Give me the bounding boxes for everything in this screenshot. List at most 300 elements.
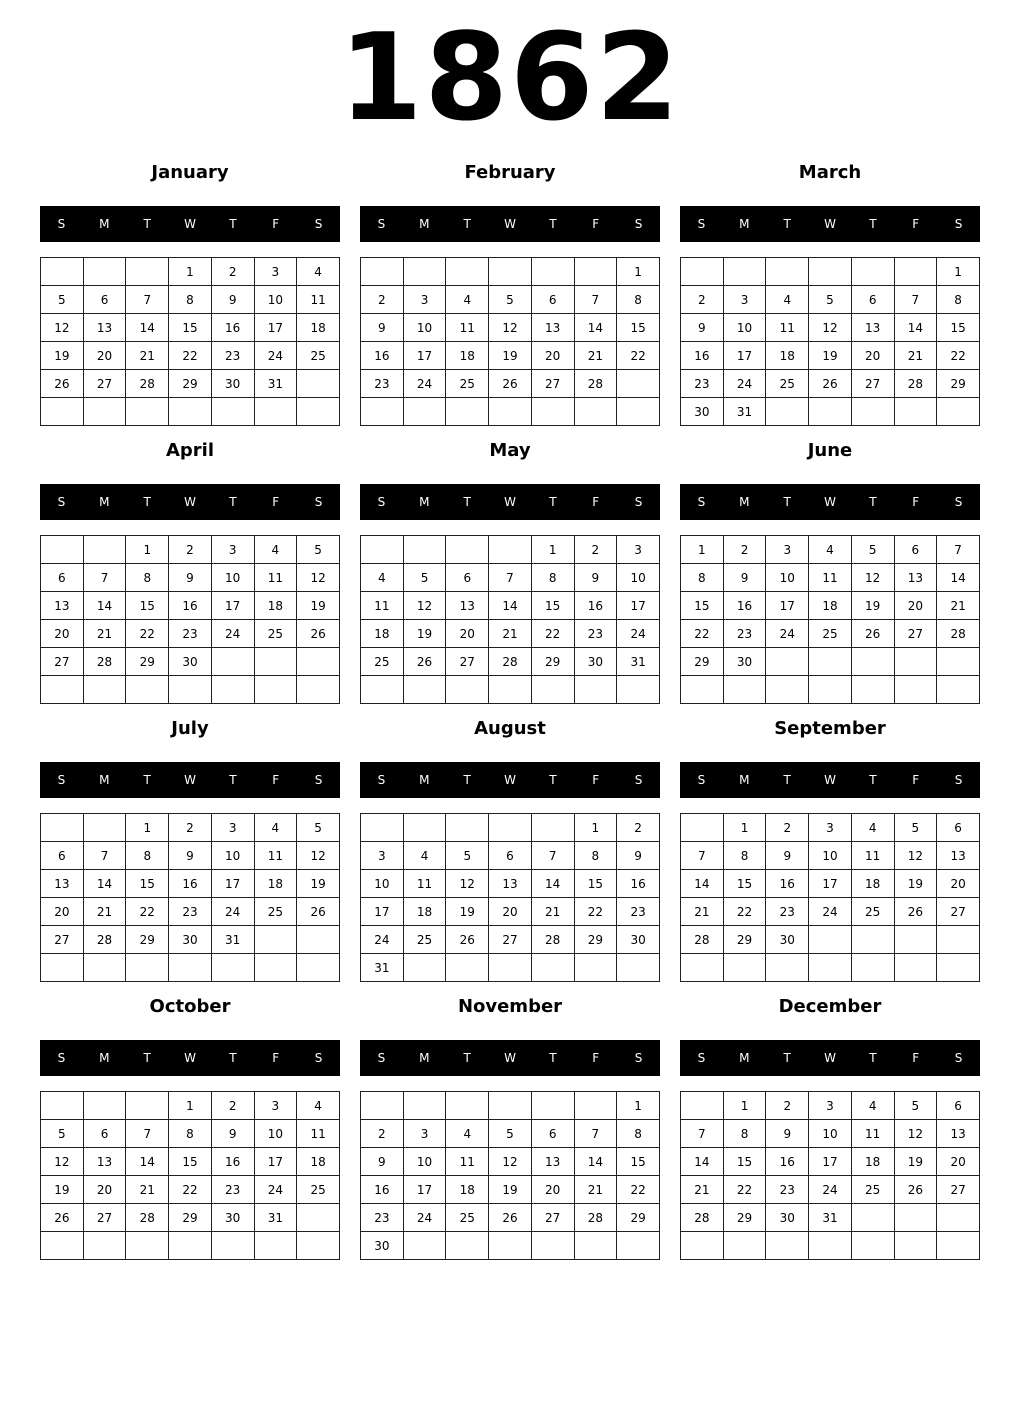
day-cell bbox=[83, 1092, 126, 1120]
day-cell: 18 bbox=[254, 592, 297, 620]
day-cell bbox=[361, 814, 404, 842]
month-name: September bbox=[774, 718, 886, 739]
day-cell bbox=[254, 926, 297, 954]
day-cell: 1 bbox=[169, 1092, 212, 1120]
day-cell: 7 bbox=[83, 564, 126, 592]
day-cell bbox=[41, 258, 84, 286]
day-cell: 2 bbox=[211, 258, 254, 286]
day-cell: 25 bbox=[297, 1176, 340, 1204]
day-cell bbox=[489, 954, 532, 982]
day-cell bbox=[361, 676, 404, 704]
month-name: November bbox=[457, 996, 563, 1017]
day-cell: 18 bbox=[446, 1176, 489, 1204]
weekday-label: W bbox=[824, 773, 836, 787]
weekday-header bbox=[680, 1040, 980, 1076]
day-cell: 18 bbox=[297, 314, 340, 342]
day-cell: 9 bbox=[766, 842, 809, 870]
day-cell: 14 bbox=[574, 314, 617, 342]
day-cell: 11 bbox=[254, 564, 297, 592]
day-cell: 21 bbox=[531, 898, 574, 926]
weekday-label: S bbox=[634, 217, 643, 231]
weekday-label: F bbox=[912, 1051, 920, 1065]
day-cell: 19 bbox=[894, 870, 937, 898]
day-cell: 2 bbox=[211, 1092, 254, 1120]
week-row bbox=[361, 342, 660, 370]
day-cell bbox=[361, 1092, 404, 1120]
day-cell: 3 bbox=[211, 536, 254, 564]
day-cell: 4 bbox=[446, 1120, 489, 1148]
day-cell: 18 bbox=[361, 620, 404, 648]
weekday-label: T bbox=[229, 217, 237, 231]
day-cell: 9 bbox=[169, 842, 212, 870]
day-cell: 29 bbox=[531, 648, 574, 676]
week-row bbox=[681, 676, 980, 704]
day-cell bbox=[531, 1092, 574, 1120]
day-grid bbox=[360, 813, 660, 982]
week-row bbox=[361, 814, 660, 842]
day-cell: 17 bbox=[254, 1148, 297, 1176]
day-cell: 2 bbox=[617, 814, 660, 842]
week-row bbox=[361, 592, 660, 620]
day-cell: 24 bbox=[809, 898, 852, 926]
day-cell bbox=[809, 676, 852, 704]
week-row bbox=[41, 592, 340, 620]
day-cell bbox=[41, 398, 84, 426]
day-cell bbox=[617, 676, 660, 704]
day-cell bbox=[41, 1092, 84, 1120]
weekday-label: T bbox=[783, 217, 791, 231]
day-cell: 5 bbox=[297, 536, 340, 564]
day-cell: 27 bbox=[446, 648, 489, 676]
day-cell: 11 bbox=[297, 286, 340, 314]
day-cell bbox=[617, 398, 660, 426]
day-cell: 23 bbox=[169, 898, 212, 926]
day-cell: 10 bbox=[403, 1148, 446, 1176]
weekday-label: S bbox=[634, 773, 643, 787]
day-cell bbox=[41, 676, 84, 704]
day-cell: 28 bbox=[126, 370, 169, 398]
weekday-label: W bbox=[504, 495, 516, 509]
day-cell bbox=[297, 1232, 340, 1260]
day-cell: 4 bbox=[851, 814, 894, 842]
weekday-label: T bbox=[869, 773, 877, 787]
day-cell: 3 bbox=[809, 1092, 852, 1120]
week-row bbox=[41, 898, 340, 926]
day-cell: 25 bbox=[361, 648, 404, 676]
week-row bbox=[361, 898, 660, 926]
day-cell: 3 bbox=[254, 258, 297, 286]
day-cell: 5 bbox=[446, 842, 489, 870]
day-cell: 9 bbox=[681, 314, 724, 342]
weekday-label: T bbox=[549, 217, 557, 231]
day-cell: 22 bbox=[574, 898, 617, 926]
day-cell: 31 bbox=[617, 648, 660, 676]
day-cell: 6 bbox=[851, 286, 894, 314]
weekday-label: T bbox=[783, 1051, 791, 1065]
day-cell: 21 bbox=[681, 898, 724, 926]
day-cell: 28 bbox=[574, 1204, 617, 1232]
week-row bbox=[681, 954, 980, 982]
day-cell bbox=[723, 1232, 766, 1260]
day-cell: 7 bbox=[126, 1120, 169, 1148]
day-cell bbox=[126, 398, 169, 426]
day-cell: 19 bbox=[851, 592, 894, 620]
day-cell: 31 bbox=[361, 954, 404, 982]
day-cell: 24 bbox=[254, 342, 297, 370]
weekday-label: T bbox=[143, 495, 151, 509]
week-row bbox=[681, 564, 980, 592]
day-cell: 26 bbox=[446, 926, 489, 954]
day-cell: 3 bbox=[809, 814, 852, 842]
day-cell: 25 bbox=[851, 898, 894, 926]
week-row bbox=[41, 258, 340, 286]
day-cell: 31 bbox=[809, 1204, 852, 1232]
week-row bbox=[681, 314, 980, 342]
weekday-label: T bbox=[143, 773, 151, 787]
day-cell bbox=[211, 648, 254, 676]
day-cell: 10 bbox=[809, 842, 852, 870]
day-cell: 5 bbox=[41, 286, 84, 314]
day-cell: 16 bbox=[361, 342, 404, 370]
day-cell bbox=[851, 954, 894, 982]
day-cell bbox=[446, 258, 489, 286]
day-cell: 28 bbox=[83, 648, 126, 676]
day-cell: 23 bbox=[211, 342, 254, 370]
day-cell: 16 bbox=[766, 870, 809, 898]
day-cell: 3 bbox=[211, 814, 254, 842]
day-cell: 2 bbox=[361, 1120, 404, 1148]
day-cell: 29 bbox=[126, 926, 169, 954]
day-cell: 21 bbox=[126, 1176, 169, 1204]
weekday-label: W bbox=[184, 217, 196, 231]
day-cell bbox=[254, 398, 297, 426]
weekday-label: M bbox=[739, 773, 750, 787]
day-cell: 15 bbox=[169, 314, 212, 342]
day-cell: 26 bbox=[41, 370, 84, 398]
day-cell: 16 bbox=[723, 592, 766, 620]
day-cell bbox=[446, 1232, 489, 1260]
day-cell: 26 bbox=[489, 370, 532, 398]
day-cell: 2 bbox=[169, 814, 212, 842]
day-cell bbox=[489, 398, 532, 426]
weekday-label: S bbox=[314, 773, 323, 787]
day-cell bbox=[937, 676, 980, 704]
day-cell: 25 bbox=[809, 620, 852, 648]
day-cell: 11 bbox=[809, 564, 852, 592]
day-cell: 10 bbox=[254, 286, 297, 314]
day-cell: 26 bbox=[809, 370, 852, 398]
week-row bbox=[41, 536, 340, 564]
day-cell: 4 bbox=[297, 1092, 340, 1120]
day-cell bbox=[681, 814, 724, 842]
day-cell: 1 bbox=[681, 536, 724, 564]
day-cell: 24 bbox=[723, 370, 766, 398]
month-name: January bbox=[151, 162, 229, 183]
day-cell: 17 bbox=[617, 592, 660, 620]
day-cell: 17 bbox=[211, 870, 254, 898]
weekday-label: M bbox=[419, 773, 430, 787]
day-cell bbox=[403, 258, 446, 286]
weekday-label: T bbox=[229, 1051, 237, 1065]
day-cell: 5 bbox=[403, 564, 446, 592]
week-row bbox=[41, 342, 340, 370]
day-cell bbox=[809, 398, 852, 426]
day-cell: 3 bbox=[254, 1092, 297, 1120]
day-cell: 7 bbox=[894, 286, 937, 314]
day-cell: 19 bbox=[403, 620, 446, 648]
day-cell bbox=[83, 676, 126, 704]
day-cell: 1 bbox=[937, 258, 980, 286]
week-row bbox=[361, 1148, 660, 1176]
day-cell bbox=[894, 1232, 937, 1260]
day-cell: 5 bbox=[851, 536, 894, 564]
day-cell: 15 bbox=[531, 592, 574, 620]
day-cell bbox=[254, 648, 297, 676]
weekday-header bbox=[360, 1040, 660, 1076]
day-cell: 29 bbox=[169, 370, 212, 398]
day-cell: 3 bbox=[723, 286, 766, 314]
weekday-label: F bbox=[272, 495, 280, 509]
day-cell: 27 bbox=[937, 1176, 980, 1204]
day-cell: 5 bbox=[489, 286, 532, 314]
day-cell: 9 bbox=[766, 1120, 809, 1148]
day-cell bbox=[83, 814, 126, 842]
day-cell bbox=[446, 814, 489, 842]
week-row bbox=[41, 648, 340, 676]
day-cell: 10 bbox=[403, 314, 446, 342]
day-cell: 21 bbox=[574, 342, 617, 370]
day-cell bbox=[211, 676, 254, 704]
day-cell: 28 bbox=[937, 620, 980, 648]
day-cell: 10 bbox=[809, 1120, 852, 1148]
day-cell: 26 bbox=[894, 898, 937, 926]
day-cell: 2 bbox=[361, 286, 404, 314]
day-cell: 25 bbox=[403, 926, 446, 954]
day-cell: 30 bbox=[169, 926, 212, 954]
day-cell: 4 bbox=[254, 536, 297, 564]
day-cell: 13 bbox=[894, 564, 937, 592]
week-row bbox=[41, 676, 340, 704]
day-cell bbox=[617, 1232, 660, 1260]
day-cell: 2 bbox=[169, 536, 212, 564]
week-row bbox=[41, 314, 340, 342]
day-cell: 13 bbox=[851, 314, 894, 342]
day-cell: 20 bbox=[531, 342, 574, 370]
day-cell bbox=[403, 676, 446, 704]
week-row bbox=[361, 926, 660, 954]
day-cell bbox=[894, 954, 937, 982]
week-row bbox=[41, 814, 340, 842]
weekday-label: T bbox=[869, 217, 877, 231]
day-cell: 11 bbox=[254, 842, 297, 870]
day-cell: 30 bbox=[723, 648, 766, 676]
weekday-label: S bbox=[57, 495, 66, 509]
day-cell: 15 bbox=[574, 870, 617, 898]
day-cell: 31 bbox=[254, 1204, 297, 1232]
week-row bbox=[41, 1092, 340, 1120]
day-cell bbox=[254, 1232, 297, 1260]
day-cell bbox=[361, 258, 404, 286]
day-cell: 9 bbox=[617, 842, 660, 870]
day-cell: 8 bbox=[574, 842, 617, 870]
day-cell bbox=[894, 398, 937, 426]
week-row bbox=[41, 1176, 340, 1204]
week-row bbox=[361, 1092, 660, 1120]
weekday-label: S bbox=[697, 773, 706, 787]
day-cell bbox=[531, 258, 574, 286]
day-cell: 29 bbox=[723, 1204, 766, 1232]
day-cell bbox=[574, 954, 617, 982]
weekday-label: F bbox=[912, 217, 920, 231]
day-cell: 17 bbox=[361, 898, 404, 926]
day-cell bbox=[446, 954, 489, 982]
day-cell: 29 bbox=[723, 926, 766, 954]
day-cell bbox=[169, 954, 212, 982]
day-cell: 11 bbox=[851, 842, 894, 870]
week-row bbox=[681, 1092, 980, 1120]
day-cell bbox=[126, 676, 169, 704]
week-row bbox=[361, 620, 660, 648]
day-cell: 6 bbox=[937, 1092, 980, 1120]
day-cell: 20 bbox=[446, 620, 489, 648]
weekday-label: T bbox=[783, 495, 791, 509]
day-cell bbox=[851, 676, 894, 704]
day-cell: 8 bbox=[126, 564, 169, 592]
day-cell: 22 bbox=[617, 342, 660, 370]
day-cell: 17 bbox=[211, 592, 254, 620]
weekday-label: T bbox=[229, 495, 237, 509]
day-cell bbox=[617, 370, 660, 398]
day-cell: 30 bbox=[617, 926, 660, 954]
day-cell bbox=[403, 814, 446, 842]
weekday-label: W bbox=[824, 495, 836, 509]
day-cell bbox=[766, 398, 809, 426]
day-cell: 4 bbox=[254, 814, 297, 842]
day-cell bbox=[851, 258, 894, 286]
weekday-label: F bbox=[592, 1051, 600, 1065]
day-cell: 1 bbox=[617, 1092, 660, 1120]
day-cell: 10 bbox=[617, 564, 660, 592]
day-cell: 28 bbox=[83, 926, 126, 954]
day-cell: 22 bbox=[169, 1176, 212, 1204]
day-cell: 28 bbox=[681, 1204, 724, 1232]
weekday-label: S bbox=[697, 1051, 706, 1065]
weekday-label: S bbox=[377, 217, 386, 231]
day-cell: 2 bbox=[681, 286, 724, 314]
day-cell: 11 bbox=[446, 314, 489, 342]
day-cell: 20 bbox=[41, 898, 84, 926]
day-cell: 5 bbox=[894, 1092, 937, 1120]
day-cell: 15 bbox=[937, 314, 980, 342]
day-cell: 7 bbox=[937, 536, 980, 564]
day-cell bbox=[126, 1232, 169, 1260]
day-cell: 14 bbox=[489, 592, 532, 620]
weekday-label: F bbox=[592, 773, 600, 787]
day-cell bbox=[126, 1092, 169, 1120]
day-cell: 28 bbox=[126, 1204, 169, 1232]
weekday-label: T bbox=[463, 1051, 471, 1065]
day-cell: 28 bbox=[574, 370, 617, 398]
day-cell bbox=[681, 1232, 724, 1260]
day-cell bbox=[937, 1204, 980, 1232]
week-row bbox=[41, 954, 340, 982]
month-name: March bbox=[798, 162, 862, 183]
day-cell: 2 bbox=[574, 536, 617, 564]
day-cell: 9 bbox=[211, 1120, 254, 1148]
day-cell: 30 bbox=[766, 926, 809, 954]
week-row bbox=[41, 1204, 340, 1232]
day-cell: 17 bbox=[403, 1176, 446, 1204]
weekday-header bbox=[680, 762, 980, 798]
day-cell: 24 bbox=[361, 926, 404, 954]
day-cell: 8 bbox=[723, 1120, 766, 1148]
day-cell bbox=[574, 1232, 617, 1260]
day-cell: 30 bbox=[574, 648, 617, 676]
month-name: August bbox=[474, 718, 546, 739]
day-cell: 1 bbox=[531, 536, 574, 564]
day-cell bbox=[169, 398, 212, 426]
weekday-label: M bbox=[739, 495, 750, 509]
day-cell bbox=[766, 954, 809, 982]
week-row bbox=[361, 258, 660, 286]
day-cell: 4 bbox=[446, 286, 489, 314]
day-cell bbox=[531, 814, 574, 842]
day-cell: 15 bbox=[681, 592, 724, 620]
day-cell: 17 bbox=[723, 342, 766, 370]
day-cell bbox=[766, 1232, 809, 1260]
day-cell bbox=[254, 676, 297, 704]
day-cell: 23 bbox=[361, 370, 404, 398]
weekday-label: F bbox=[592, 217, 600, 231]
day-cell: 29 bbox=[169, 1204, 212, 1232]
day-cell: 5 bbox=[297, 814, 340, 842]
day-cell bbox=[937, 926, 980, 954]
day-cell: 27 bbox=[531, 370, 574, 398]
day-cell bbox=[297, 398, 340, 426]
day-cell: 13 bbox=[41, 870, 84, 898]
week-row bbox=[681, 1232, 980, 1260]
week-row bbox=[361, 1232, 660, 1260]
day-cell: 19 bbox=[297, 870, 340, 898]
weekday-label: W bbox=[184, 773, 196, 787]
day-cell: 27 bbox=[41, 648, 84, 676]
day-cell: 29 bbox=[617, 1204, 660, 1232]
day-cell bbox=[809, 926, 852, 954]
day-cell bbox=[297, 370, 340, 398]
day-cell: 11 bbox=[403, 870, 446, 898]
day-cell: 17 bbox=[766, 592, 809, 620]
day-cell: 13 bbox=[937, 842, 980, 870]
day-cell: 5 bbox=[894, 814, 937, 842]
day-cell: 16 bbox=[681, 342, 724, 370]
day-cell bbox=[83, 954, 126, 982]
day-cell: 21 bbox=[83, 898, 126, 926]
day-cell bbox=[681, 954, 724, 982]
month-name: December bbox=[778, 996, 882, 1017]
day-cell: 4 bbox=[851, 1092, 894, 1120]
day-cell: 12 bbox=[894, 842, 937, 870]
day-cell: 24 bbox=[809, 1176, 852, 1204]
day-cell: 30 bbox=[211, 1204, 254, 1232]
day-cell bbox=[766, 676, 809, 704]
day-cell: 18 bbox=[403, 898, 446, 926]
day-cell: 2 bbox=[766, 814, 809, 842]
day-cell: 4 bbox=[403, 842, 446, 870]
day-cell: 26 bbox=[403, 648, 446, 676]
day-cell: 6 bbox=[83, 1120, 126, 1148]
day-cell bbox=[41, 954, 84, 982]
day-cell: 14 bbox=[83, 870, 126, 898]
